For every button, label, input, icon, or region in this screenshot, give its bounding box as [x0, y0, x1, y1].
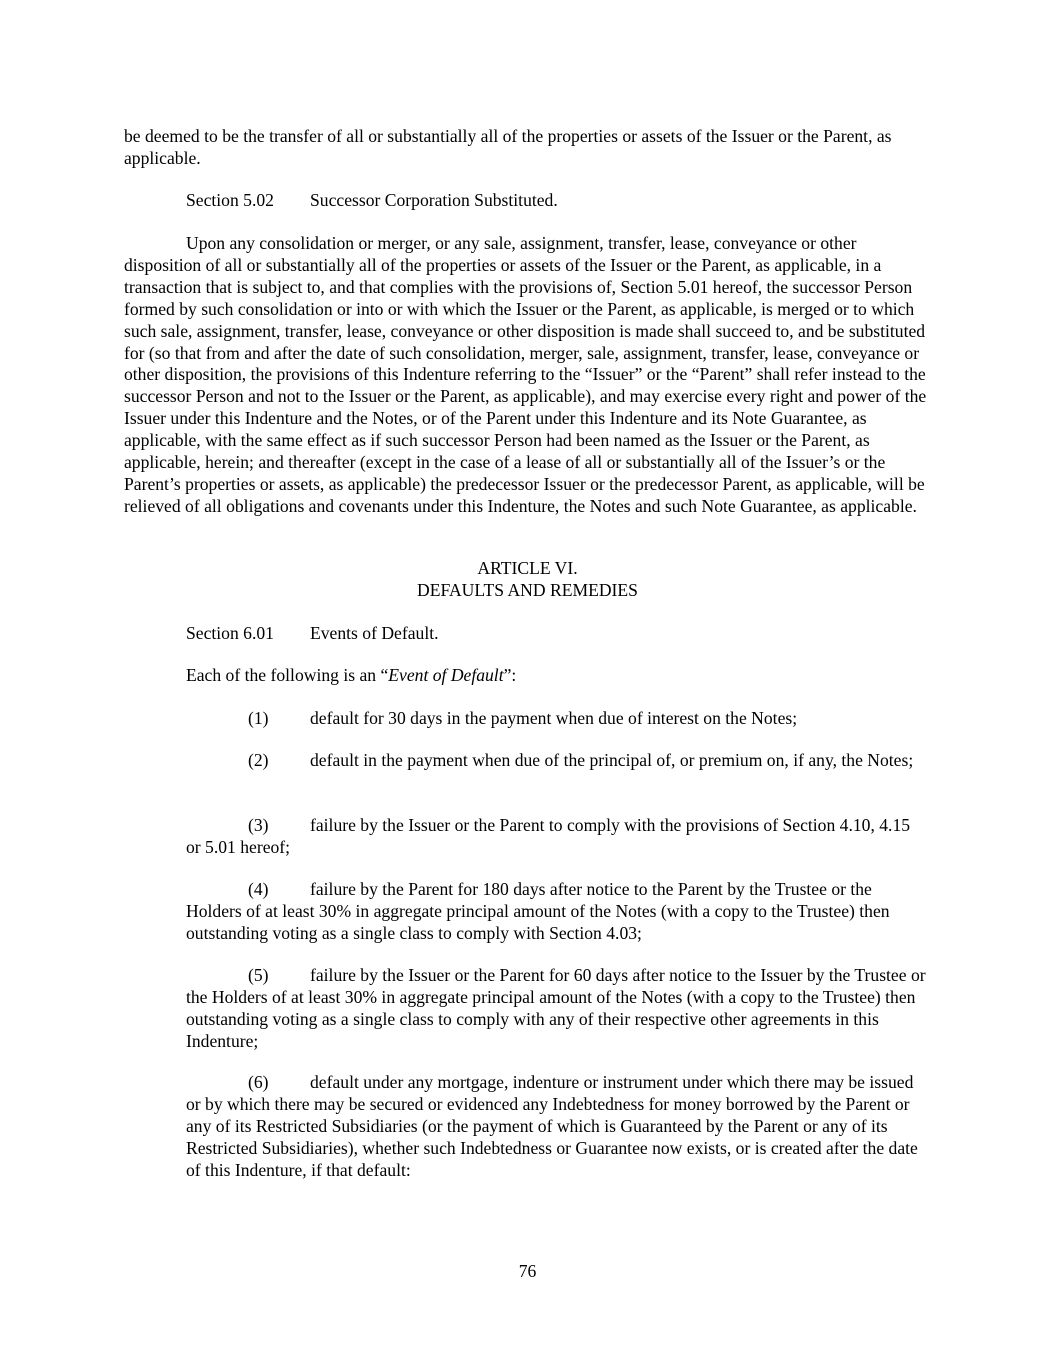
- page-number: 76: [518, 1261, 537, 1281]
- list-item: [186, 879, 926, 945]
- item-text: default under any mortgage, indenture or instrument under which there may be issued or by which there may be secured or evidenced any Indebtedness for money borrowed by the Parent or any of its Restricted Subsidiaries (or the payment of which is Guaranteed by the Parent or any of its Restricted Subsidiaries), whether such Indebtedness or Guarantee now exists, or is created after the date of this Indenture, if that default:: [186, 1072, 918, 1180]
- section-5-02-paragraph: Upon any consolidation or merger, or any sale, assignment, transfer, lease, conveyance or other disposition of all or substantially all of the properties or assets of the Issuer or the Parent, as applicable, in a transaction that is subject to, and that complies with the provisions of, Section 5.01 hereof, the successor Person formed by such consolidation or into or with which the Issuer or the Parent, as applicable, is merged or to which such sale, assignment, transfer, lease, conveyance or other disposition is made shall succeed to, and be substituted for (so that from and after the date of such consolidation, merger, sale, assignment, transfer, lease, conveyance or other disposition, the provisions of this Indenture referring to the “Issuer” or the “Parent” shall refer instead to the successor Person and not to the Issuer or the Parent, as applicable), and may exercise every right and power of the Issuer under this Indenture and the Notes, or of the Parent under this Indenture and its Note Guarantee, as applicable, with the same effect as if such successor Person had been named as the Issuer or the Parent, as applicable, herein; and thereafter (except in the case of a lease of all or substantially all of the Issuer’s or the Parent’s properties or assets, as applicable) the predecessor Issuer or the predecessor Parent, as applicable, will be relieved of all obligations and covenants under this Indenture, the Notes and such Note Guarantee, as applicable.: [124, 233, 927, 516]
- intro-text-end: ”:: [503, 665, 517, 685]
- item-text: failure by the Issuer or the Parent to comply with the provisions of Section 4.10, 4.15 or 5.01 hereof;: [186, 815, 911, 857]
- list-item: [186, 708, 926, 730]
- section-number: Section 6.01: [186, 623, 274, 643]
- section-title: Successor Corporation Substituted.: [310, 190, 558, 210]
- article-title: DEFAULTS AND REMEDIES: [417, 580, 638, 600]
- item-label: (2): [248, 750, 269, 770]
- item-label: (5): [248, 965, 269, 985]
- section-heading-6-01: [186, 623, 439, 645]
- section-title: Events of Default.: [310, 623, 439, 643]
- list-item: [186, 815, 926, 859]
- item-label: (6): [248, 1072, 269, 1092]
- list-item: [186, 965, 926, 1053]
- item-text: failure by the Issuer or the Parent for 60 days after notice to the Issuer by the Trustee or the Holders of at least 30% in aggregate principal amount of the Notes (with a copy to the Trustee) then outstanding voting as a single class to comply with any of their respective other agreements in this Indenture;: [186, 965, 926, 1051]
- item-text: default for 30 days in the payment when due of interest on the Notes;: [310, 708, 798, 728]
- item-label: (4): [248, 879, 269, 899]
- events-of-default-intro: [186, 665, 516, 687]
- list-item: [186, 750, 926, 772]
- article-number: ARTICLE VI.: [477, 558, 578, 578]
- section-number: Section 5.02: [186, 190, 274, 210]
- carryover-paragraph: be deemed to be the transfer of all or substantially all of the properties or assets of the Issuer or the Parent, as applicable.: [124, 126, 892, 168]
- intro-text: Each of the following is an “: [186, 665, 389, 685]
- defined-term: Event of Default: [388, 665, 504, 685]
- item-label: (3): [248, 815, 269, 835]
- item-text: failure by the Parent for 180 days after notice to the Parent by the Trustee or the Holders of at least 30% in aggregate principal amount of the Notes (with a copy to the Trustee) then outstanding voting as a single class to comply with Section 4.03;: [186, 879, 890, 943]
- item-label: (1): [248, 708, 269, 728]
- list-item: [186, 1072, 926, 1182]
- item-text: default in the payment when due of the principal of, or premium on, if any, the Notes;: [310, 750, 914, 770]
- section-heading-5-02: [186, 190, 558, 212]
